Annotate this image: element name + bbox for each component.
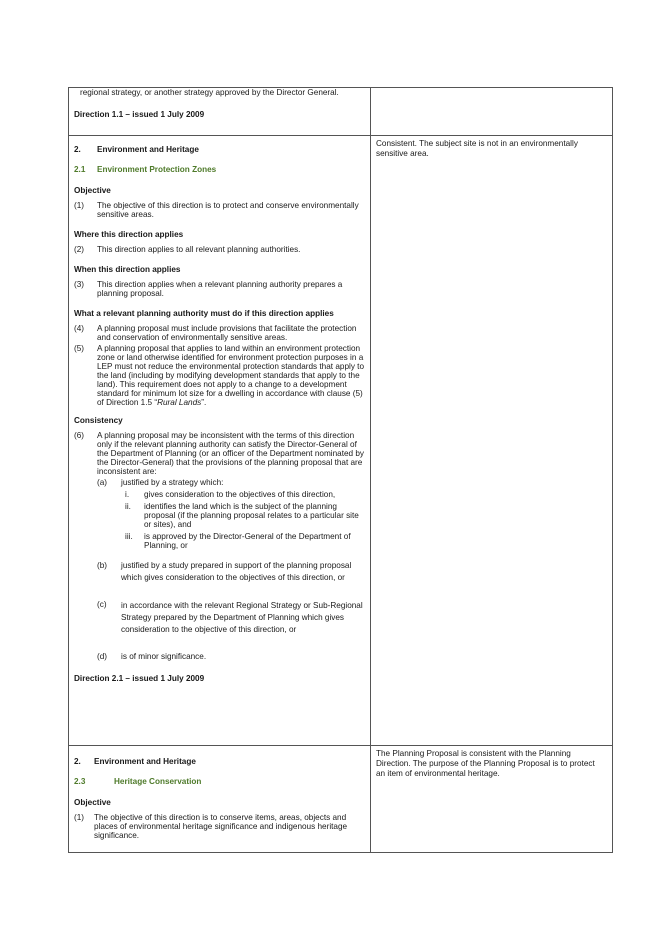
sub-clause: (d) is of minor significance.: [97, 652, 207, 661]
roman-clause: ii. identifies the land which is the subject of the planning proposal (if the planning proposal relates to a particular site or sites), and: [125, 502, 359, 529]
clause: (2) This direction applies to all relevant planning authorities.: [74, 245, 301, 254]
objective-heading: Objective: [74, 798, 111, 807]
clause: (1) The objective of this direction is to conserve items, areas, objects and places of environmental heritage significance and indigenous heritage significance.: [74, 813, 348, 840]
table-row: [68, 136, 613, 746]
issued-note: Direction 1.1 – issued 1 July 2009: [74, 110, 205, 119]
continued-text: regional strategy, or another strategy approved by the Director General.: [80, 88, 339, 97]
direction-cell: [68, 136, 370, 745]
table-row: [68, 746, 613, 853]
direction-heading: 2.1 Environment Protection Zones: [74, 165, 217, 174]
clause: (5) A planning proposal that applies to land within an environment protection zone or land otherwise identified for environment protection purposes in a LEP must not reduce the environmental protection standards that apply to the land (including by modifying development standards that apply to the land). This requirement does not apply to a change to a development standard for minimum lot size for a dwelling in accordance with clause (5) of Direction 1.5 “Rural Lands”.: [74, 344, 365, 407]
clause: (6) A planning proposal may be inconsistent with the terms of this direction only if the relevant planning authority can satisfy the Director-General of the Department of Planning (or an officer of the Department nominated by the Director-General) that the provisions of the planning proposal that are inconsistent are:: [74, 431, 365, 476]
comment-cell: [370, 136, 613, 745]
when-heading: When this direction applies: [74, 265, 181, 274]
clause: (1) The objective of this direction is to protect and conserve environmentally sensitive areas.: [74, 201, 359, 219]
table-row: [68, 88, 613, 136]
comment-text: The Planning Proposal is consistent with the Planning Direction. The purpose of the Planning Proposal is to protect an item of environmental heritage.: [376, 749, 595, 778]
where-heading: Where this direction applies: [74, 230, 184, 239]
section-heading: 2. Environment and Heritage: [74, 145, 199, 154]
clause: (3) This direction applies when a relevant planning authority prepares a planning proposal.: [74, 280, 343, 298]
consistency-heading: Consistency: [74, 416, 123, 425]
comment-cell: [370, 746, 613, 852]
sub-clause: (c) in accordance with the relevant Regional Strategy or Sub-Regional Strategy prepared by the Department of Planning which gives consideration to the objective of this direction, or: [97, 600, 363, 634]
direction-heading: 2.3 Heritage Conservation: [74, 777, 202, 786]
roman-clause: i. gives consideration to the objectives of this direction,: [125, 490, 336, 499]
comment-cell: [370, 88, 613, 135]
section-heading: 2. Environment and Heritage: [74, 757, 196, 766]
sub-clause: (a) justified by a strategy which:: [97, 478, 224, 487]
issued-note: Direction 2.1 – issued 1 July 2009: [74, 674, 205, 683]
comment-text: Consistent. The subject site is not in an environmentally sensitive area.: [376, 139, 578, 158]
objective-heading: Objective: [74, 186, 111, 195]
sub-clause: (b) justified by a study prepared in support of the planning proposal which gives consideration to the objectives of this direction, or: [97, 561, 352, 582]
clause: (4) A planning proposal must include provisions that facilitate the protection and conservation of environmentally sensitive areas.: [74, 324, 357, 342]
direction-cell: [68, 88, 370, 135]
what-heading: What a relevant planning authority must do if this direction applies: [74, 309, 334, 318]
direction-cell: [68, 746, 370, 852]
directions-table: [68, 87, 613, 853]
roman-clause: iii. is approved by the Director-General of the Department of Planning, or: [125, 532, 351, 550]
